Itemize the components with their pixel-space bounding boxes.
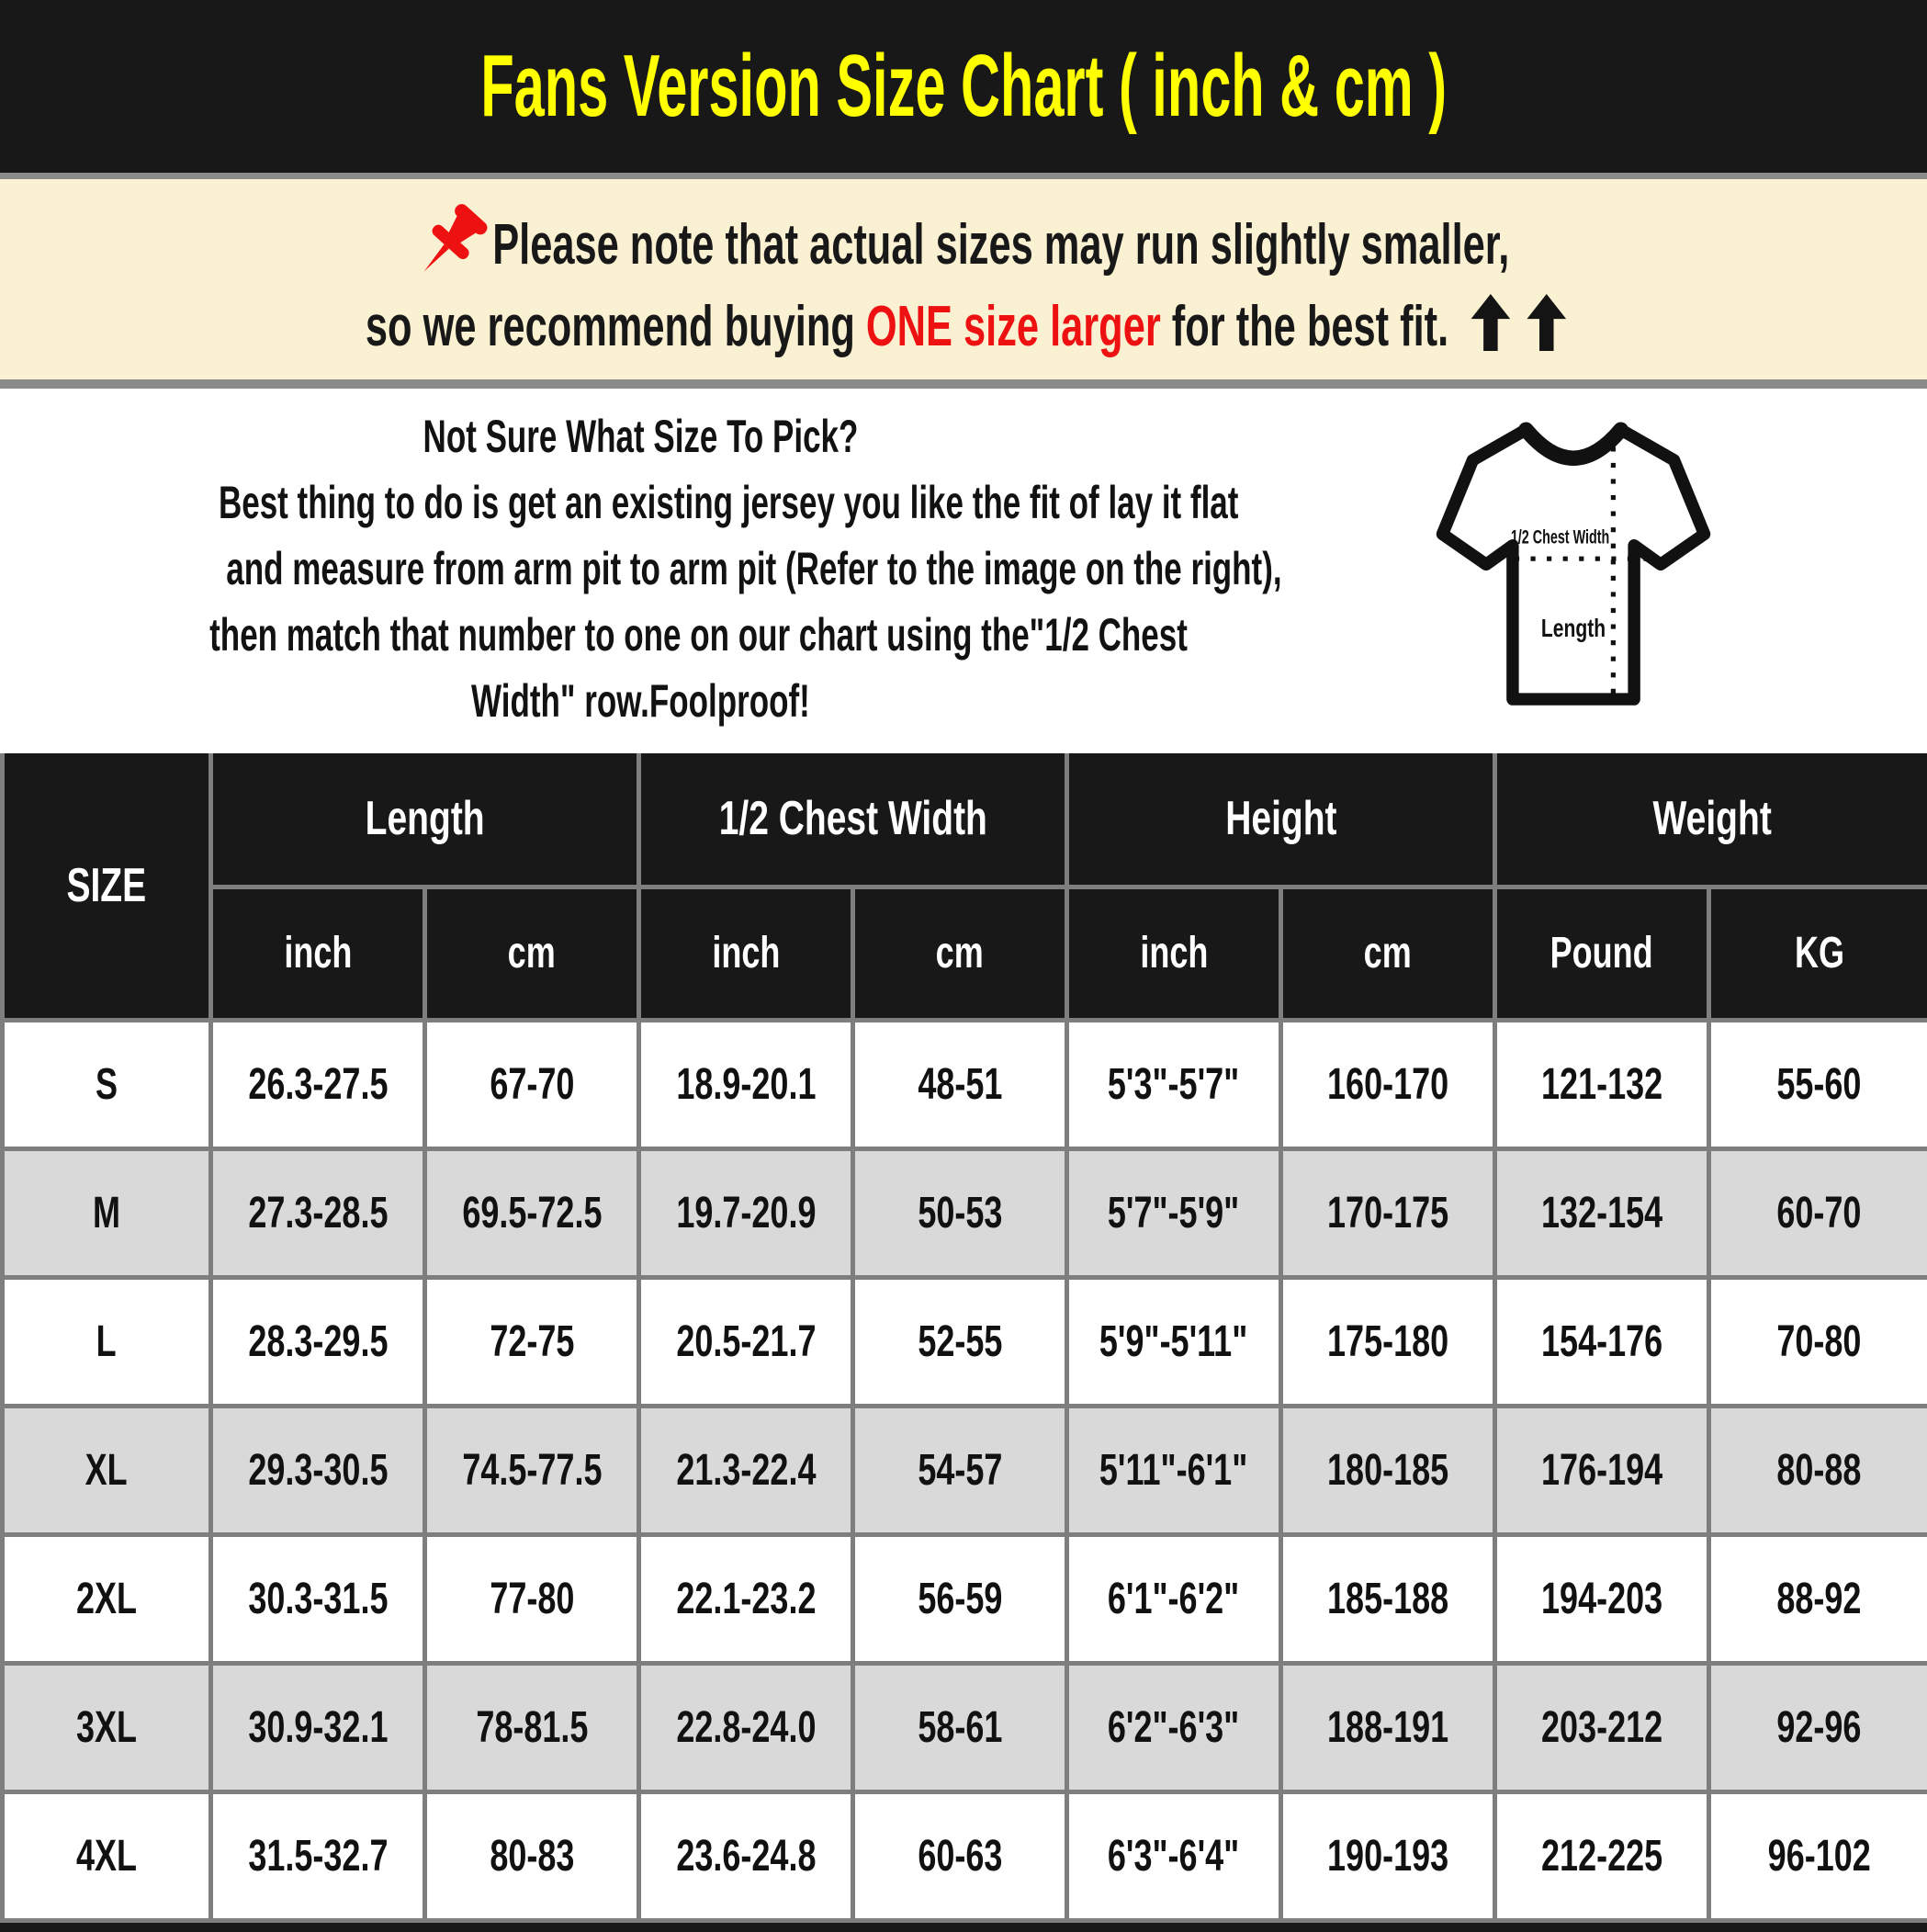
value-cell: 54-57 [917,1445,1003,1495]
guide-line-2: Best thing to do is get an existing jersey you like the fit of lay it flat [218,477,1239,528]
value-cell: 60-63 [917,1831,1003,1881]
guide-line-1: Not Sure What Size To Pick? [423,411,859,462]
table-row-l [3,1277,1927,1406]
unit-header: cm [1281,887,1495,1020]
value-cell: 22.8-24.0 [675,1702,817,1752]
value-cell: 70-80 [1776,1316,1862,1366]
value-cell: 121-132 [1540,1059,1663,1109]
value-cell: 52-55 [917,1316,1003,1366]
guide-line-4: then match that number to one on our chart using the"1/2 Chest [209,609,1188,661]
value-cell: 74.5-77.5 [461,1445,603,1495]
value-cell: 60-70 [1776,1188,1862,1237]
table-row-m [3,1148,1927,1277]
unit-header: Pound [1495,887,1709,1020]
pushpin-icon [405,196,493,291]
value-cell: 170-175 [1326,1188,1449,1237]
up-arrow-icon [1471,294,1511,351]
value-cell: 22.1-23.2 [675,1574,817,1623]
table-row-4xl [3,1791,1927,1920]
value-cell: 18.9-20.1 [675,1059,817,1109]
col-group-chest-width: 1/2 Chest Width [639,753,1067,887]
value-cell: 55-60 [1776,1059,1862,1109]
divider [0,173,1927,179]
value-cell: 154-176 [1540,1316,1663,1366]
notice-banner [0,179,1927,379]
size-cell: M [92,1188,120,1237]
value-cell: 88-92 [1776,1574,1862,1623]
value-cell: 6'3"-6'4" [1108,1831,1240,1881]
value-cell: 5'9"-5'11" [1099,1316,1248,1366]
size-cell: 4XL [75,1831,138,1881]
notice-line-1 [0,196,1927,291]
value-cell: 6'2"-6'3" [1108,1702,1240,1752]
value-cell: 30.3-31.5 [247,1574,389,1623]
value-cell: 67-70 [489,1059,575,1109]
unit-header: inch [211,887,425,1020]
value-cell: 58-61 [917,1702,1003,1752]
value-cell: 31.5-32.7 [247,1831,389,1881]
unit-header: cm [853,887,1067,1020]
guide-text-block [0,403,1281,734]
value-cell: 185-188 [1326,1574,1449,1623]
col-header-size: SIZE [3,753,211,1020]
unit-header: inch [1067,887,1281,1020]
value-cell: 72-75 [489,1316,575,1366]
length-label: Length [1540,613,1606,642]
bottom-border [0,1923,1927,1932]
table-row-s [3,1020,1927,1148]
size-cell: L [96,1316,117,1366]
value-cell: 27.3-28.5 [247,1188,389,1237]
value-cell: 5'3"-5'7" [1108,1059,1240,1109]
value-cell: 48-51 [917,1059,1003,1109]
size-cell: S [95,1059,118,1109]
value-cell: 30.9-32.1 [247,1702,389,1752]
col-group-height: Height [1067,753,1495,887]
table-row-xl [3,1406,1927,1534]
value-cell: 175-180 [1326,1316,1449,1366]
value-cell: 69.5-72.5 [461,1188,603,1237]
value-cell: 80-88 [1776,1445,1862,1495]
table-row-3xl [3,1663,1927,1791]
value-cell: 23.6-24.8 [675,1831,817,1881]
page-title: Fans Version Size Chart ( inch & cm ) [480,37,1447,135]
value-cell: 188-191 [1326,1702,1449,1752]
unit-header: KG [1709,887,1927,1020]
value-cell: 28.3-29.5 [247,1316,389,1366]
divider [0,379,1927,389]
value-cell: 56-59 [917,1574,1003,1623]
value-cell: 194-203 [1540,1574,1663,1623]
tshirt-measurement-diagram [1431,409,1716,730]
value-cell: 77-80 [489,1574,575,1623]
notice-text-1: Please note that actual sizes may run slightly smaller, [491,213,1509,277]
value-cell: 78-81.5 [475,1702,589,1752]
value-cell: 5'7"-5'9" [1108,1188,1240,1237]
header-group-row [3,753,1927,887]
value-cell: 180-185 [1326,1445,1449,1495]
unit-header: cm [425,887,639,1020]
notice-highlight: ONE size larger [866,295,1162,358]
size-chart-table [0,753,1927,1923]
notice-text-3: for the best fit. [1172,295,1449,358]
value-cell: 190-193 [1326,1831,1449,1881]
value-cell: 20.5-21.7 [675,1316,817,1366]
guide-line-3: and measure from arm pit to arm pit (Refer to the image on the right), [226,543,1282,594]
up-arrow-icon [1527,294,1567,351]
value-cell: 92-96 [1776,1702,1862,1752]
header-unit-row [3,887,1927,1020]
value-cell: 160-170 [1326,1059,1449,1109]
notice-text-2: so we recommend buying [366,295,867,358]
value-cell: 26.3-27.5 [247,1059,389,1109]
value-cell: 21.3-22.4 [675,1445,817,1495]
value-cell: 203-212 [1540,1702,1663,1752]
col-group-weight: Weight [1495,753,1927,887]
size-cell: 2XL [75,1574,138,1623]
value-cell: 176-194 [1540,1445,1663,1495]
value-cell: 6'1"-6'2" [1108,1574,1240,1623]
value-cell: 132-154 [1540,1188,1663,1237]
value-cell: 5'11"-6'1" [1099,1445,1248,1495]
notice-line-2 [0,291,1927,363]
title-bar [0,0,1927,173]
table-row-2xl [3,1534,1927,1663]
value-cell: 96-102 [1767,1831,1871,1881]
guide-line-5: Width" row.Foolproof! [471,675,810,727]
chest-width-label: 1/2 Chest Width [1510,525,1610,548]
value-cell: 80-83 [489,1831,575,1881]
value-cell: 50-53 [917,1188,1003,1237]
size-cell: 3XL [75,1702,138,1752]
value-cell: 29.3-30.5 [247,1445,389,1495]
sizing-guide-section [0,389,1927,753]
value-cell: 212-225 [1540,1831,1663,1881]
size-cell: XL [85,1445,129,1495]
col-group-length: Length [211,753,639,887]
value-cell: 19.7-20.9 [675,1188,817,1237]
unit-header: inch [639,887,853,1020]
